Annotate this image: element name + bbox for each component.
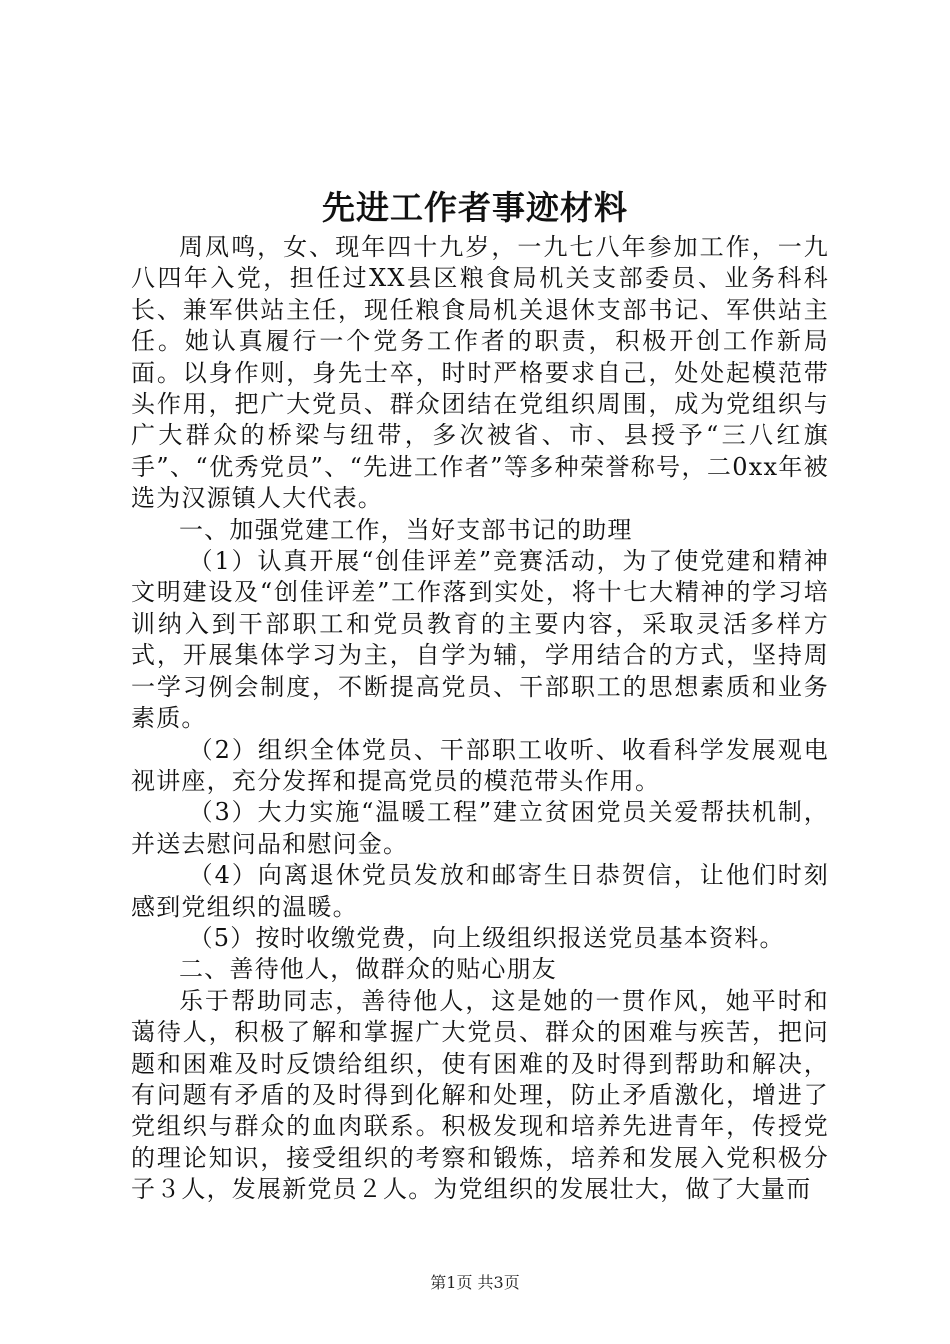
list-item-2: （2）组织全体党员、干部职工收听、收看科学发展观电视讲座，充分发挥和提高党员的模范带头作用。 xyxy=(131,735,829,795)
list-item-3: （3）大力实施“温暖工程”建立贫困党员关爱帮扶机制，并送去慰问品和慰问金。 xyxy=(131,798,829,858)
document-title: 先进工作者事迹材料 xyxy=(322,188,628,227)
list-item-4: （4）向离退休党员发放和邮寄生日恭贺信，让他们时刻感到党组织的温暖。 xyxy=(131,861,829,921)
list-item-5: （5）按时收缴党费，向上级组织报送党员基本资料。 xyxy=(188,923,785,952)
intro-paragraph: 周凤鸣，女、现年四十九岁，一九七八年参加工作，一九八四年入党，担任过XX县区粮食局机关支部委员、业务科科长、兼军供站主任，现任粮食局机关退休支部书记、军供站主任。她认真履行一个党务工作者的职责，积极开创工作新局面。以身作则，身先士卒，时时严格要求自己，处处起模范带头作用，把广大党员、群众团结在党组织周围，成为党组织与广大群众的桥梁与纽带，多次被省、市、县授予“三八红旗手”、“优秀党员”、“先进工作者”等多种荣誉称号，二0xx年被选为汉源镇人大代表。 xyxy=(131,233,829,513)
section-heading-1: 一、加强党建工作，当好支部书记的助理 xyxy=(179,515,633,544)
page-number-footer: 第1页 共3页 xyxy=(430,1273,520,1292)
section-2-paragraph: 乐于帮助同志，善待他人，这是她的一贯作风，她平时和蔼待人，积极了解和掌握广大党员、群众的困难与疾苦，把问题和困难及时反馈给组织，使有困难的及时得到帮助和解决，有问题有矛盾的及时得到化解和处理，防止矛盾激化，增进了党组织与群众的血肉联系。积极发现和培养先进青年，传授党的理论知识，接受组织的考察和锻炼，培养和发展入党积极分子３人，发展新党员２人。为党组织的发展壮大，做了大量而 xyxy=(131,986,829,1204)
document-body xyxy=(131,232,829,1206)
list-item-1: （1）认真开展“创佳评差”竞赛活动，为了使党建和精神文明建设及“创佳评差”工作落到实处，将十七大精神的学习培训纳入到干部职工和党员教育的主要内容，采取灵活多样方式，开展集体学习为主，自学为辅，学用结合的方式，坚持周一学习例会制度，不断提高党员、干部职工的思想素质和业务素质。 xyxy=(131,547,829,733)
section-heading-2: 二、善待他人，做群众的贴心朋友 xyxy=(179,955,557,984)
